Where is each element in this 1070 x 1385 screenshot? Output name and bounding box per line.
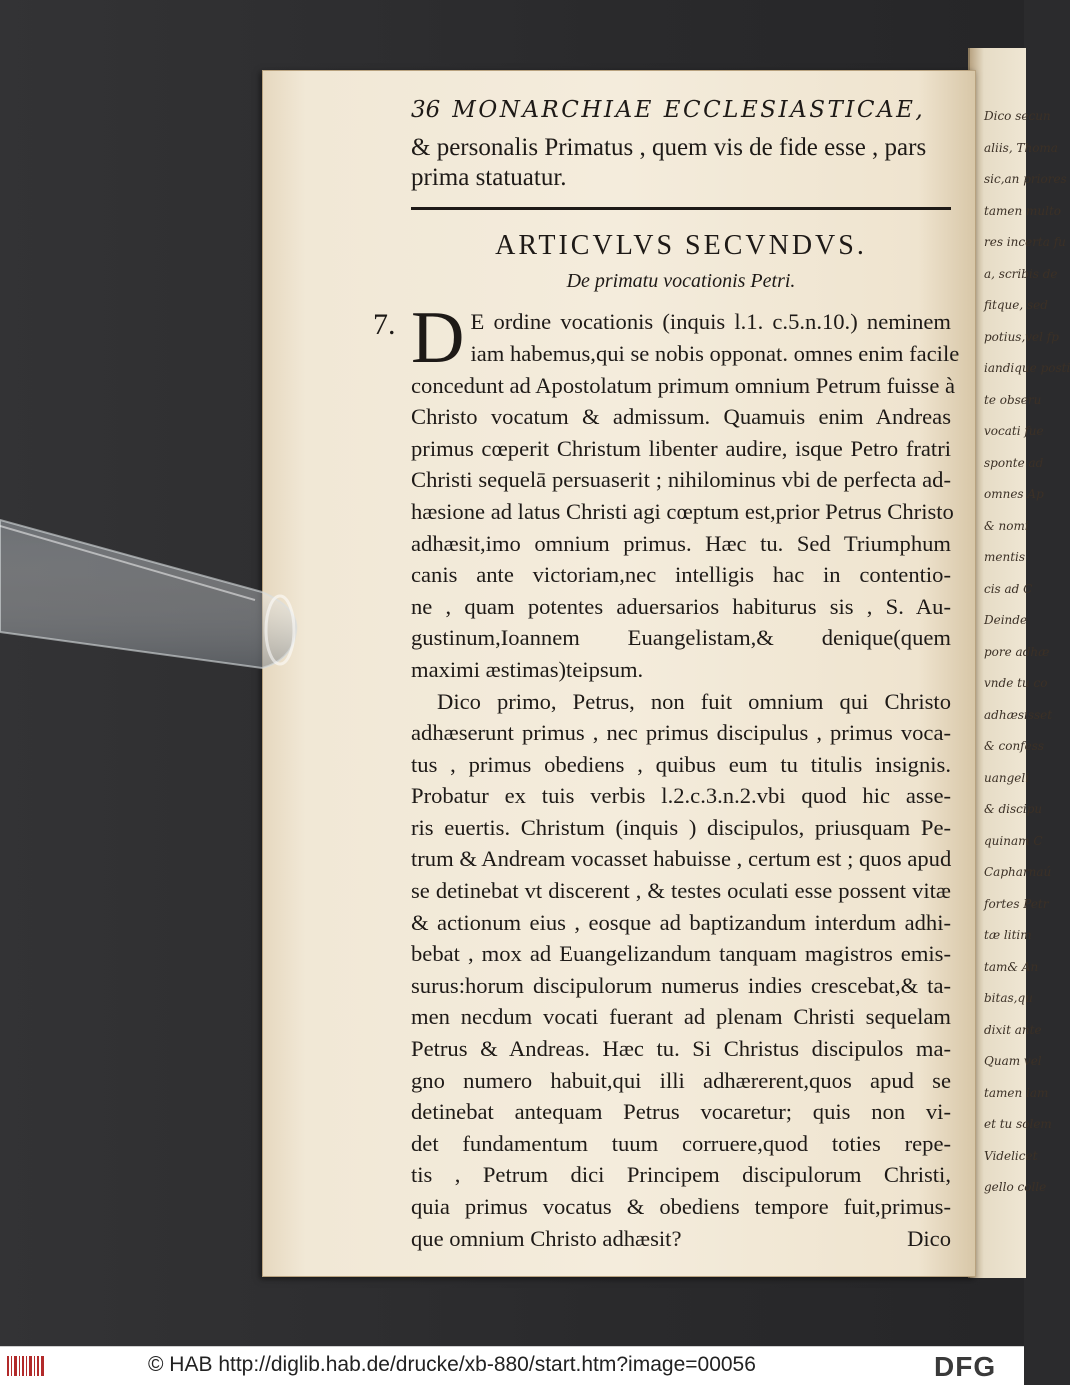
text-line: Dico primo, Petrus, non fuit omnium qui Christo	[437, 688, 951, 714]
text-line: Petrus & Andreas. Hæc tu. Si Christus discipulos ma-	[411, 1036, 951, 1062]
facing-page-fragment: cis ad C	[984, 581, 1033, 596]
drop-cap: D	[411, 297, 465, 380]
facing-page-fragment: sic,an priores	[984, 172, 1067, 186]
facing-page-fragment: bitas,qu	[984, 991, 1033, 1005]
paragraph-number: 7.	[373, 308, 396, 342]
facing-page-fragment: mentis	[984, 550, 1026, 564]
article-heading: ARTICVLVS SECVNDVS.	[495, 230, 867, 262]
facing-page-edge	[968, 48, 1070, 1278]
facing-page-fragment: fitque, sed	[984, 298, 1048, 312]
section-rule	[411, 207, 951, 210]
catchword: Dico	[907, 1225, 951, 1251]
facing-page-fragment: Quam vel	[984, 1054, 1042, 1068]
page-text-area	[373, 97, 960, 1254]
text-line: se detinebat vt discerent , & testes oculati esse possent vitæ	[411, 878, 951, 904]
text-line: E ordine vocationis (inquis l.1. c.5.n.10.) neminem	[470, 309, 951, 335]
facing-page-fragment: tæ litim	[984, 928, 1032, 942]
article-subtitle: De primatu vocationis Petri.	[566, 270, 796, 293]
facing-page-fragment: sponte ad	[984, 455, 1044, 470]
text-line: gustinum,Ioannem Euangelistam,& denique(quem	[411, 625, 951, 651]
text-line: det fundamentum tuum corruere,quod toties repe-	[411, 1130, 951, 1156]
footer-bar	[0, 1346, 1024, 1385]
text-line: Probatur ex tuis verbis l.2.c.3.n.2.vbi quod hic asse-	[411, 783, 951, 809]
last-line: que omnium Christo adhæsit?	[411, 1225, 682, 1251]
facing-page-fragment: Videlicet	[984, 1148, 1038, 1163]
text-line: maximi æstimas)teipsum.	[411, 656, 644, 682]
facing-page-fragment: & nomi	[984, 518, 1029, 533]
text-line: tis , Petrum dici Principem discipulorum Christi,	[411, 1162, 951, 1188]
final-line	[411, 1223, 951, 1255]
text-line: quia primus vocatus & obediens tempore fuit,primus-	[411, 1194, 951, 1219]
facing-page-fragment: a, scribis de	[984, 266, 1058, 281]
facing-page-fragment: Deinde	[984, 613, 1028, 627]
facing-page-fragment: tamen multo	[984, 203, 1061, 218]
text-line: trum & Andream vocasset habuisse , certum est ; quos apud	[411, 846, 952, 872]
facing-page-fragment: aliis, Thoma	[984, 140, 1058, 155]
text-line: concedunt ad Apostolatum primum omnium Petrum fuisse à	[411, 372, 956, 398]
facing-page-fragment: fortes Petr	[984, 896, 1049, 911]
text-line: canis ante victoriam,nec intelligis hac in contentio-	[411, 562, 951, 588]
text-line: detinebat antequam Petrus vocaretur; quis non vi-	[411, 1099, 951, 1125]
facing-page-fragment: dixit ante	[984, 1022, 1042, 1037]
text-line: tus , primus obediens , quibus eum tu titulis insignis.	[411, 751, 951, 777]
text-line: adhæsit,imo omnium primus. Hæc tu. Sed Triumphum	[411, 530, 951, 556]
facing-page-fragment: quinam C	[984, 833, 1043, 848]
text-line: Christi sequelā persuaserit ; nihilominus vbi de perfecta ad-	[411, 467, 951, 493]
opening-line: prima statuatur.	[411, 164, 567, 192]
facing-page-fragment: potius,vel fp	[984, 329, 1059, 344]
glass-page-holder-icon	[0, 520, 300, 670]
text-line: surus:horum discipulorum numerus indies crescebat,& ta-	[411, 972, 951, 998]
paragraph-8	[411, 686, 951, 1223]
facing-page-fragment: gello colle	[984, 1180, 1047, 1194]
facing-page-fragment: uangeli	[984, 770, 1030, 785]
barcode-icon	[6, 1354, 46, 1378]
facing-page-fragment: res incerta fu	[984, 235, 1066, 249]
dfg-logo: DFG	[934, 1351, 997, 1382]
facing-page-fragment: Capharnaú	[984, 865, 1052, 879]
facing-page-fragment: tam& An	[984, 959, 1039, 974]
facing-page-fragment: pore adhæ	[984, 644, 1050, 659]
facing-page-fragment: vocati fue	[984, 424, 1044, 438]
facing-page-fragment: omnes Ap	[984, 487, 1044, 501]
running-head-title: MONARCHIAE ECCLESIASTICAE,	[452, 97, 926, 123]
facing-page-fragment: et tu solem	[984, 1117, 1052, 1131]
facing-page-fragment: Dico secun	[984, 109, 1051, 123]
running-head	[411, 97, 951, 133]
text-line: men necdum vocati fuerant ad plenam Christi sequelam	[411, 1004, 951, 1030]
text-line: gno numero habuit,qui illi adhærerent,quos apud se	[411, 1067, 951, 1093]
copyright-link[interactable]: © HAB http://diglib.hab.de/drucke/xb-880/start.htm?image=00056	[148, 1353, 756, 1376]
facing-page-fragment: iandique posti	[984, 361, 1070, 375]
text-line: hæsione ad latus Christi agi cœptum est,prior Petrus Christo	[411, 498, 954, 524]
opening-line: & personalis Primatus , quem vis de fide esse , pars	[411, 134, 927, 161]
facing-page-fragment: & discipu	[984, 802, 1043, 816]
page-number: 36	[411, 97, 441, 123]
facing-page-fragment: adhæsisset	[984, 707, 1053, 722]
facing-page-fragment: & confess	[984, 739, 1045, 753]
text-line: bebat , mox ad Euangelizandum tanquam magistros emis-	[411, 941, 951, 967]
text-line: ris euertis. Christum (inquis ) discipulos, priusquam Pe-	[411, 814, 951, 840]
facing-page-fragment: vnde tu co	[984, 676, 1048, 690]
text-line: Christo vocatum & admissum. Quamuis enim Andreas	[411, 404, 951, 430]
book-page	[262, 70, 976, 1277]
text-line: adhæserunt primus , nec primus discipulus , primus voca-	[411, 720, 951, 746]
text-line: primus cœperit Christum libenter audire, isque Petro fratri	[411, 435, 951, 461]
facing-page-fragment: tamen iam	[984, 1085, 1049, 1100]
paragraph-7	[373, 297, 960, 685]
facing-page-fragment: te obseru	[984, 392, 1042, 407]
text-line: ne , quam potentes aduersarios habiturus sis , S. Au-	[411, 593, 951, 619]
text-line: & actionum eius , eosque ad baptizandum interdum adhi-	[411, 909, 951, 935]
text-line: iam habemus,qui se nobis opponat. omnes enim facile	[470, 340, 960, 366]
